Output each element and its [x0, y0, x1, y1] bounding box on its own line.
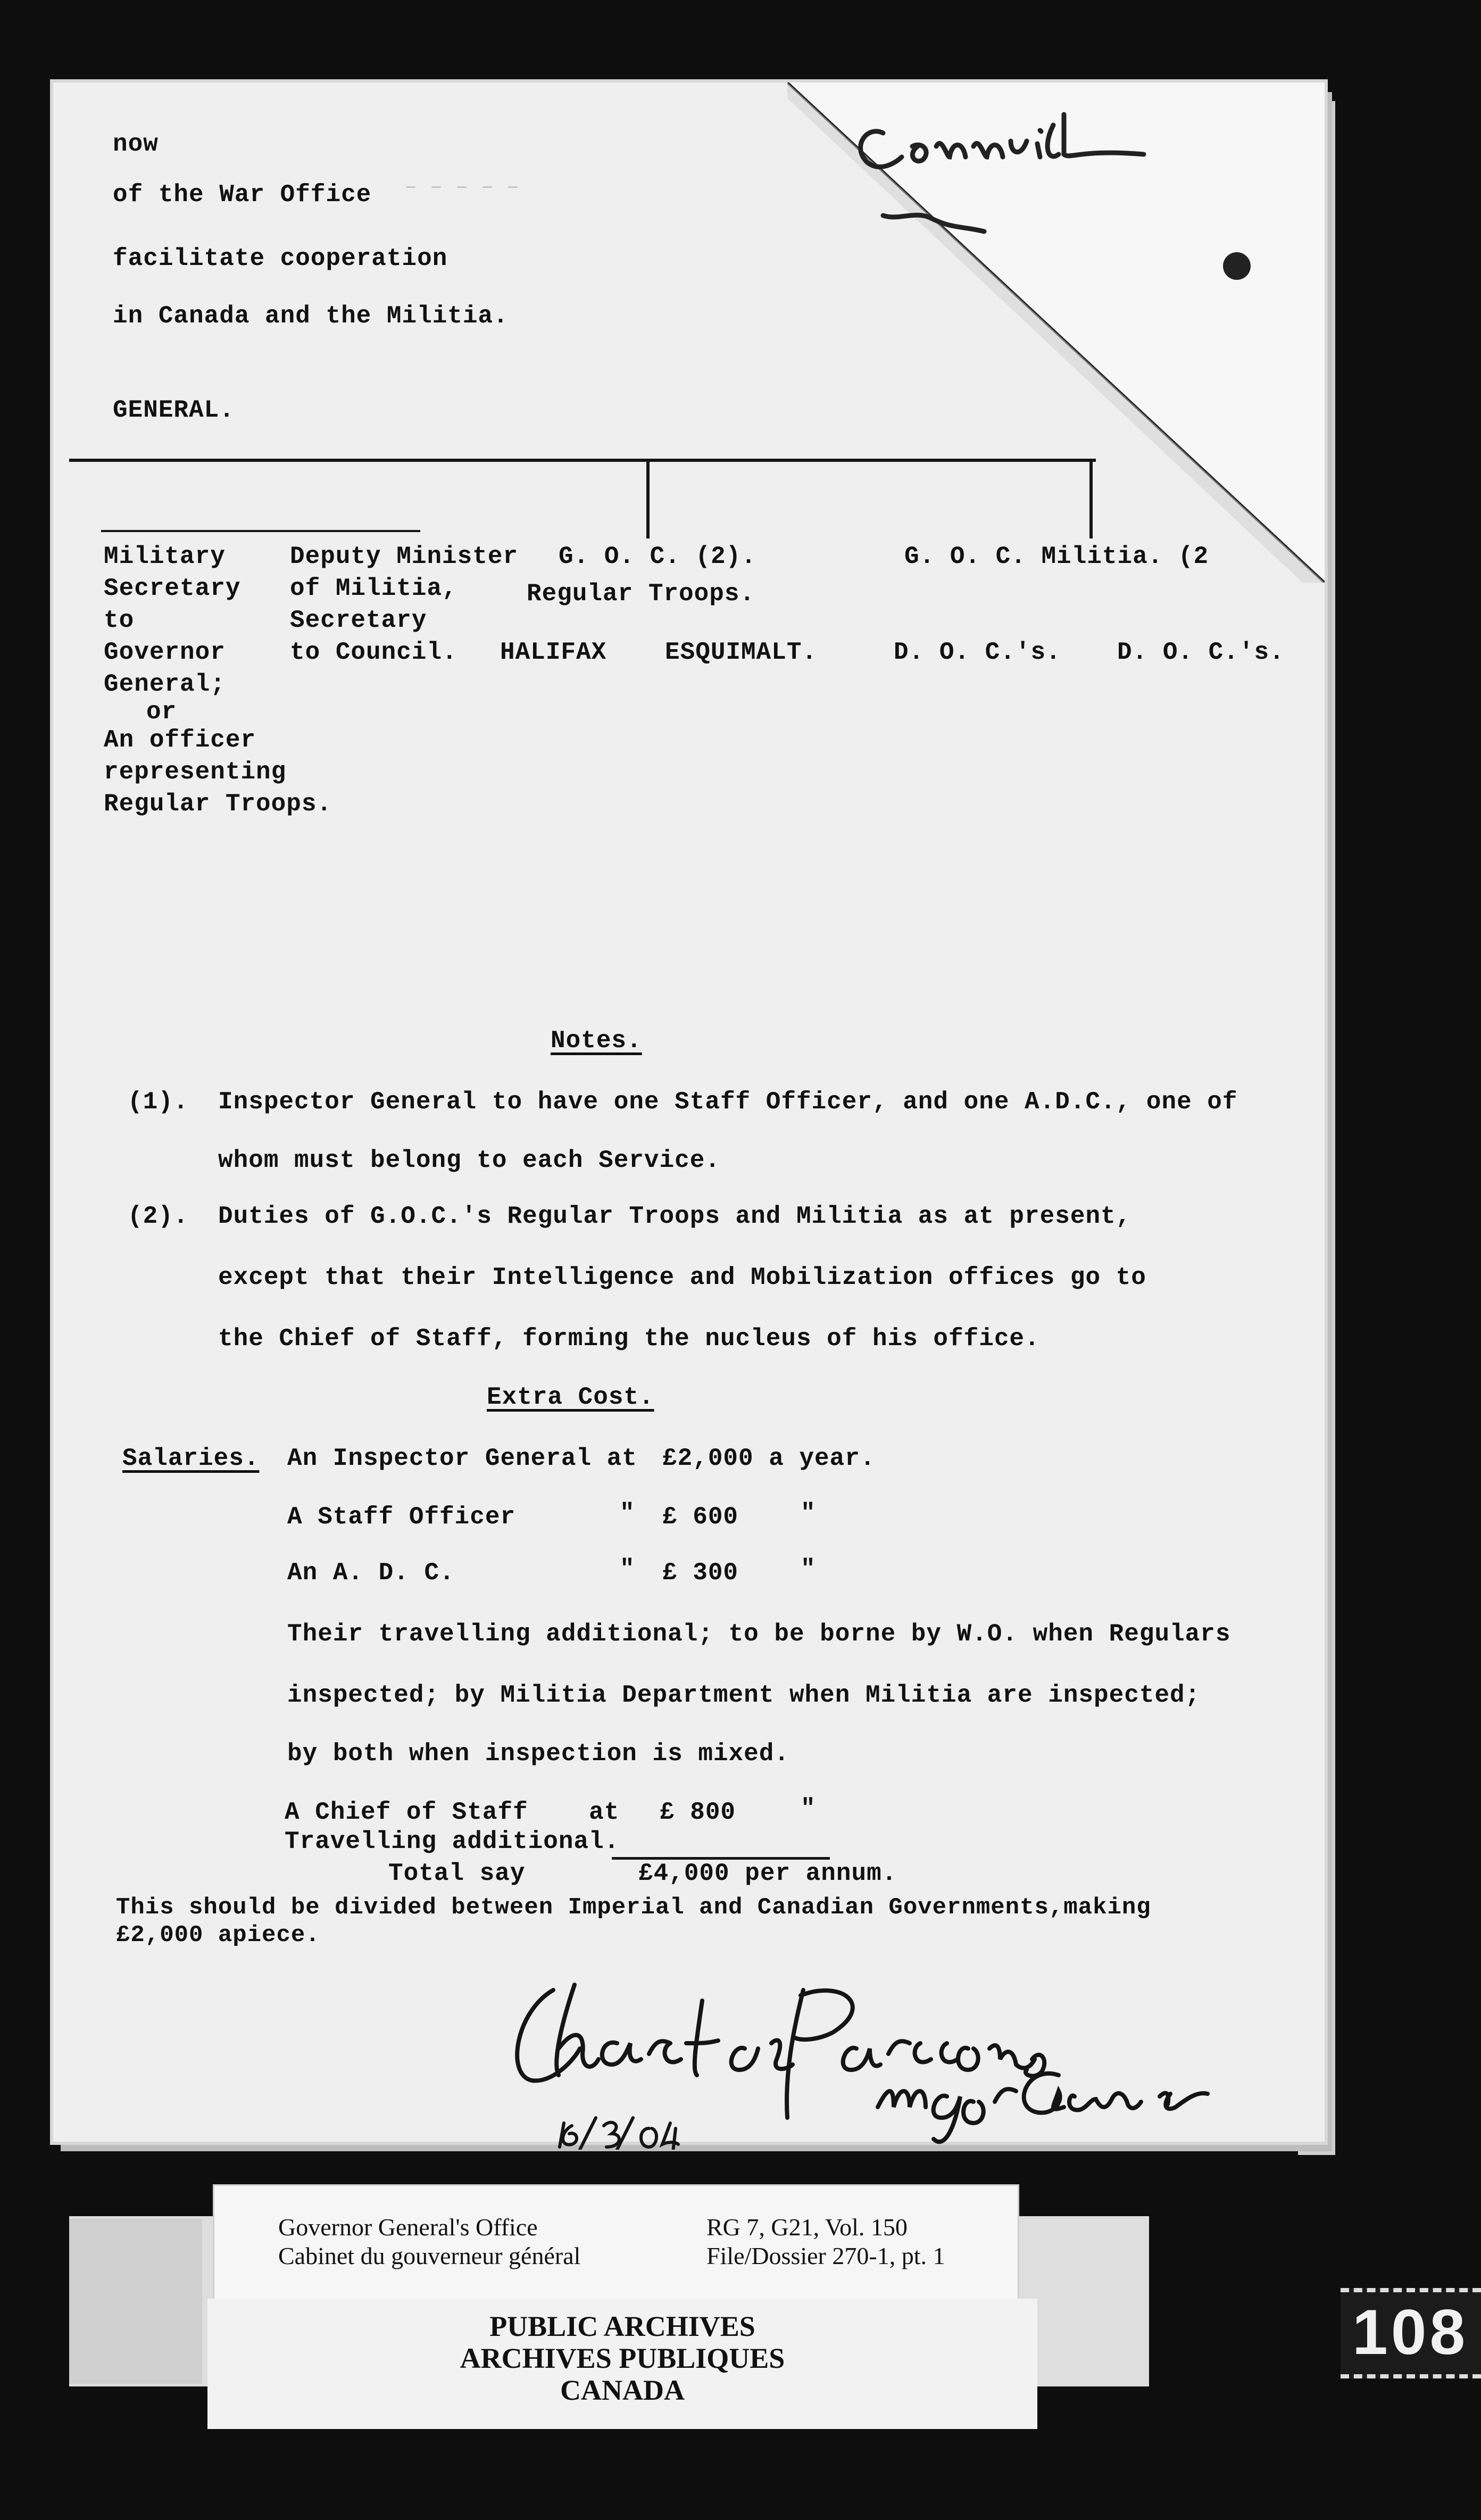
table-cell: General;	[104, 670, 226, 698]
table-cell: or	[146, 698, 177, 726]
chart-sub-line	[101, 530, 420, 532]
note-text: the Chief of Staff, forming the nucleus of his office.	[218, 1325, 1040, 1353]
table-cell: of Militia,	[290, 575, 457, 602]
note-label: (1).	[128, 1088, 189, 1116]
archive-strip-shade	[69, 2219, 202, 2384]
header-line: now	[113, 130, 159, 158]
ditto-mark: "	[801, 1499, 816, 1527]
table-cell: D. O. C.'s.	[1117, 639, 1285, 666]
note-text: Inspector General to have one Staff Officer, and one A.D.C., one of	[218, 1088, 1238, 1116]
cost-amount: £ 300	[662, 1559, 739, 1587]
chart-branch-line	[1089, 459, 1093, 538]
cost-amount: £2,000 a year.	[662, 1445, 876, 1472]
header-line: in Canada and the Militia.	[113, 302, 509, 330]
archives-line: ARCHIVES PUBLIQUES	[460, 2342, 785, 2374]
table-cell: to Council.	[290, 639, 457, 666]
header-line: facilitate cooperation	[113, 245, 448, 272]
extra-cost-heading: Extra Cost.	[487, 1383, 654, 1411]
ditto-mark: "	[620, 1499, 635, 1527]
division-note: £2,000 apiece.	[116, 1922, 320, 1949]
reference-rg: RG 7, G21, Vol. 150	[706, 2214, 908, 2241]
salaries-label: Salaries.	[122, 1445, 260, 1472]
archives-stamp	[207, 2299, 1037, 2429]
table-cell: to	[104, 607, 135, 634]
ditto-mark: "	[801, 1795, 816, 1822]
ditto-mark: "	[620, 1555, 635, 1583]
handwritten-signature	[495, 1969, 1250, 2150]
cost-item: A Staff Officer	[287, 1503, 516, 1531]
cost-amount: £ 800	[660, 1798, 736, 1826]
note-text: except that their Intelligence and Mobilization offices go to	[218, 1264, 1146, 1291]
table-cell: Governor	[104, 639, 226, 666]
cost-text: Travelling additional.	[285, 1828, 620, 1855]
archive-reference-label	[213, 2184, 1019, 2310]
office-french: Cabinet du gouverneur général	[278, 2242, 581, 2269]
note-text: Duties of G.O.C.'s Regular Troops and Militia as at present,	[218, 1203, 1131, 1230]
table-cell: Secretary	[290, 607, 427, 634]
notes-heading: Notes.	[551, 1027, 642, 1055]
bleed-through-text: – – – – –	[404, 176, 520, 200]
frame-number: 108	[1341, 2288, 1481, 2378]
table-cell: representing	[104, 758, 287, 786]
note-label: (2).	[128, 1203, 189, 1230]
ditto-mark: "	[801, 1555, 816, 1583]
table-cell: Regular Troops.	[527, 580, 755, 608]
header-line: of the War Office	[113, 181, 372, 209]
cost-item: An A. D. C.	[287, 1559, 455, 1587]
note-text: whom must belong to each Service.	[218, 1147, 720, 1174]
cost-text: inspected; by Militia Department when Militia are inspected;	[287, 1681, 1201, 1709]
division-note: This should be divided between Imperial and Canadian Governments,making	[116, 1894, 1151, 1921]
total-amount: £4,000 per annum.	[638, 1860, 897, 1887]
table-cell: HALIFAX	[500, 639, 607, 666]
chart-top-line	[69, 459, 1096, 462]
cost-item: A Chief of Staff at	[285, 1798, 620, 1826]
cost-amount: £ 600	[662, 1503, 739, 1531]
cost-item: An Inspector General at	[287, 1445, 637, 1472]
reference-file: File/Dossier 270-1, pt. 1	[706, 2242, 945, 2269]
table-cell: Deputy Minister	[290, 543, 519, 570]
section-heading: GENERAL.	[113, 396, 235, 424]
table-cell: Secretary	[104, 575, 241, 602]
table-cell: G. O. C. Militia. (2	[904, 543, 1209, 570]
table-cell: Military	[104, 543, 226, 570]
cost-text: Their travelling additional; to be borne by W.O. when Regulars	[287, 1620, 1231, 1648]
archives-line: CANADA	[560, 2374, 685, 2406]
total-label: Total say	[388, 1860, 526, 1887]
table-cell: G. O. C. (2).	[559, 543, 756, 570]
table-cell: Regular Troops.	[104, 790, 332, 818]
archives-line: PUBLIC ARCHIVES	[489, 2310, 755, 2342]
office-english: Governor General's Office	[278, 2214, 538, 2241]
folded-corner	[787, 82, 1325, 583]
table-cell: D. O. C.'s.	[894, 639, 1061, 666]
chart-branch-line	[646, 459, 650, 538]
table-cell: ESQUIMALT.	[665, 639, 818, 666]
cost-text: by both when inspection is mixed.	[287, 1740, 789, 1768]
table-cell: An officer	[104, 726, 256, 754]
